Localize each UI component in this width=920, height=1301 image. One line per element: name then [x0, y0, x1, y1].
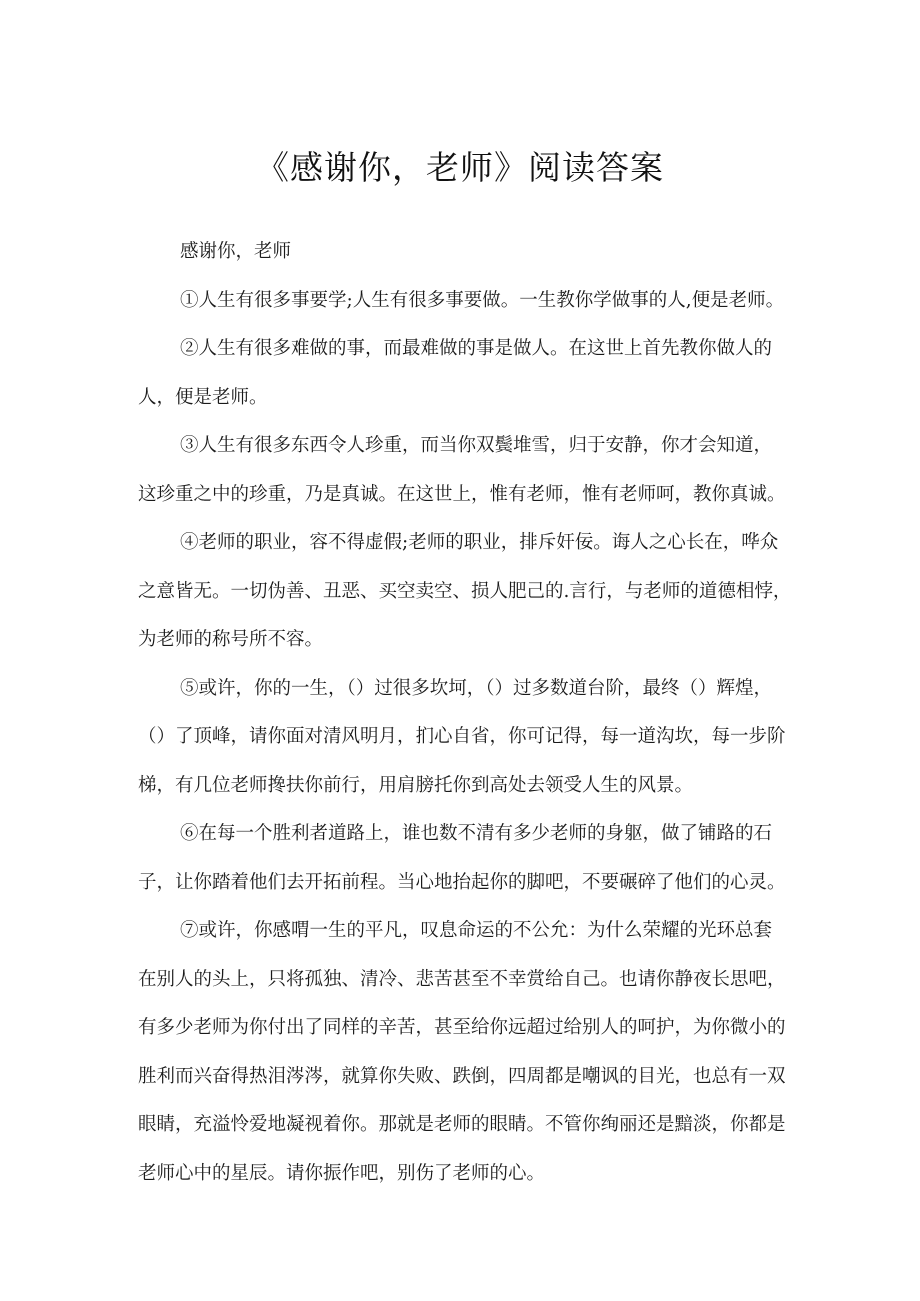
text-line: 有多少老师为你付出了同样的辛苦，甚至给你远超过给别人的呵护，为你微小的: [138, 1017, 786, 1038]
text-line: （）了顶峰，请你面对清风明月，扪心自省，你可记得，每一道沟坎，每一步阶: [138, 726, 786, 747]
text-line: 感谢你，老师: [180, 241, 292, 262]
paragraph-4: [138, 519, 798, 665]
text-line: 在别人的头上，只将孤独、清冷、悲苦甚至不幸赏给自己。也请你静夜长思吧，: [138, 968, 786, 990]
text-line: 子，让你踏着他们去开拓前程。当心地抬起你的脚吧，不要碾碎了他们的心灵。: [138, 871, 786, 893]
text-line: 之意皆无。一切伪善、丑恶、买空卖空、损人肥己的.言行，与老师的道德相悖，: [138, 580, 792, 602]
text-line: ①人生有很多事要学;人生有很多事要做。一生教你学做事的人,便是老师。: [180, 289, 785, 311]
document-title: 《感谢你，老师》阅读答案: [256, 148, 664, 187]
text-line: 人，便是老师。: [138, 386, 268, 408]
article-subtitle: [138, 228, 798, 277]
text-line: 为老师的称号所不容。: [138, 629, 324, 650]
paragraph-5: [138, 665, 798, 811]
text-line: ⑦或许，你感喟一生的平凡，叹息命运的不公允：为什么荣耀的光环总套: [180, 920, 773, 941]
text-line: 胜利而兴奋得热泪涔涔，就算你失败、跌倒，四周都是嘲讽的目光，也总有一双: [138, 1065, 786, 1087]
paragraph-1: [138, 277, 798, 326]
text-line: ④老师的职业，容不得虚假;老师的职业，排斥奸佞。诲人之心长在，哗众: [180, 532, 779, 553]
text-line: 眼睛，充溢怜爱地凝视着你。那就是老师的眼睛。不管你绚丽还是黯淡，你都是: [138, 1114, 786, 1135]
paragraph-2: [138, 325, 798, 422]
text-line: 梯，有几位老师搀扶你前行，用肩膀托你到高处去领受人生的风景。: [138, 774, 694, 796]
text-line: ⑤或许，你的一生，（）过很多坎坷，（）过多数道台阶，最终（）辉煌，: [180, 677, 773, 699]
paragraph-3: [138, 422, 798, 519]
text-line: ③人生有很多东西令人珍重，而当你双鬓堆雪，归于安静，你才会知道，: [180, 435, 773, 456]
article-body: [138, 228, 798, 1198]
text-line: ⑥在每一个胜利者道路上，谁也数不清有多少老师的身躯，做了铺路的石: [180, 823, 773, 844]
paragraph-7: [138, 907, 798, 1198]
text-line: 老师心中的星辰。请你振作吧，别伤了老师的心。: [138, 1162, 546, 1184]
paragraph-6: [138, 810, 798, 907]
text-line: 这珍重之中的珍重，乃是真诚。在这世上，惟有老师，惟有老师呵，教你真诚。: [138, 483, 786, 505]
text-line: ②人生有很多难做的事，而最难做的事是做人。在这世上首先教你做人的: [180, 338, 773, 359]
